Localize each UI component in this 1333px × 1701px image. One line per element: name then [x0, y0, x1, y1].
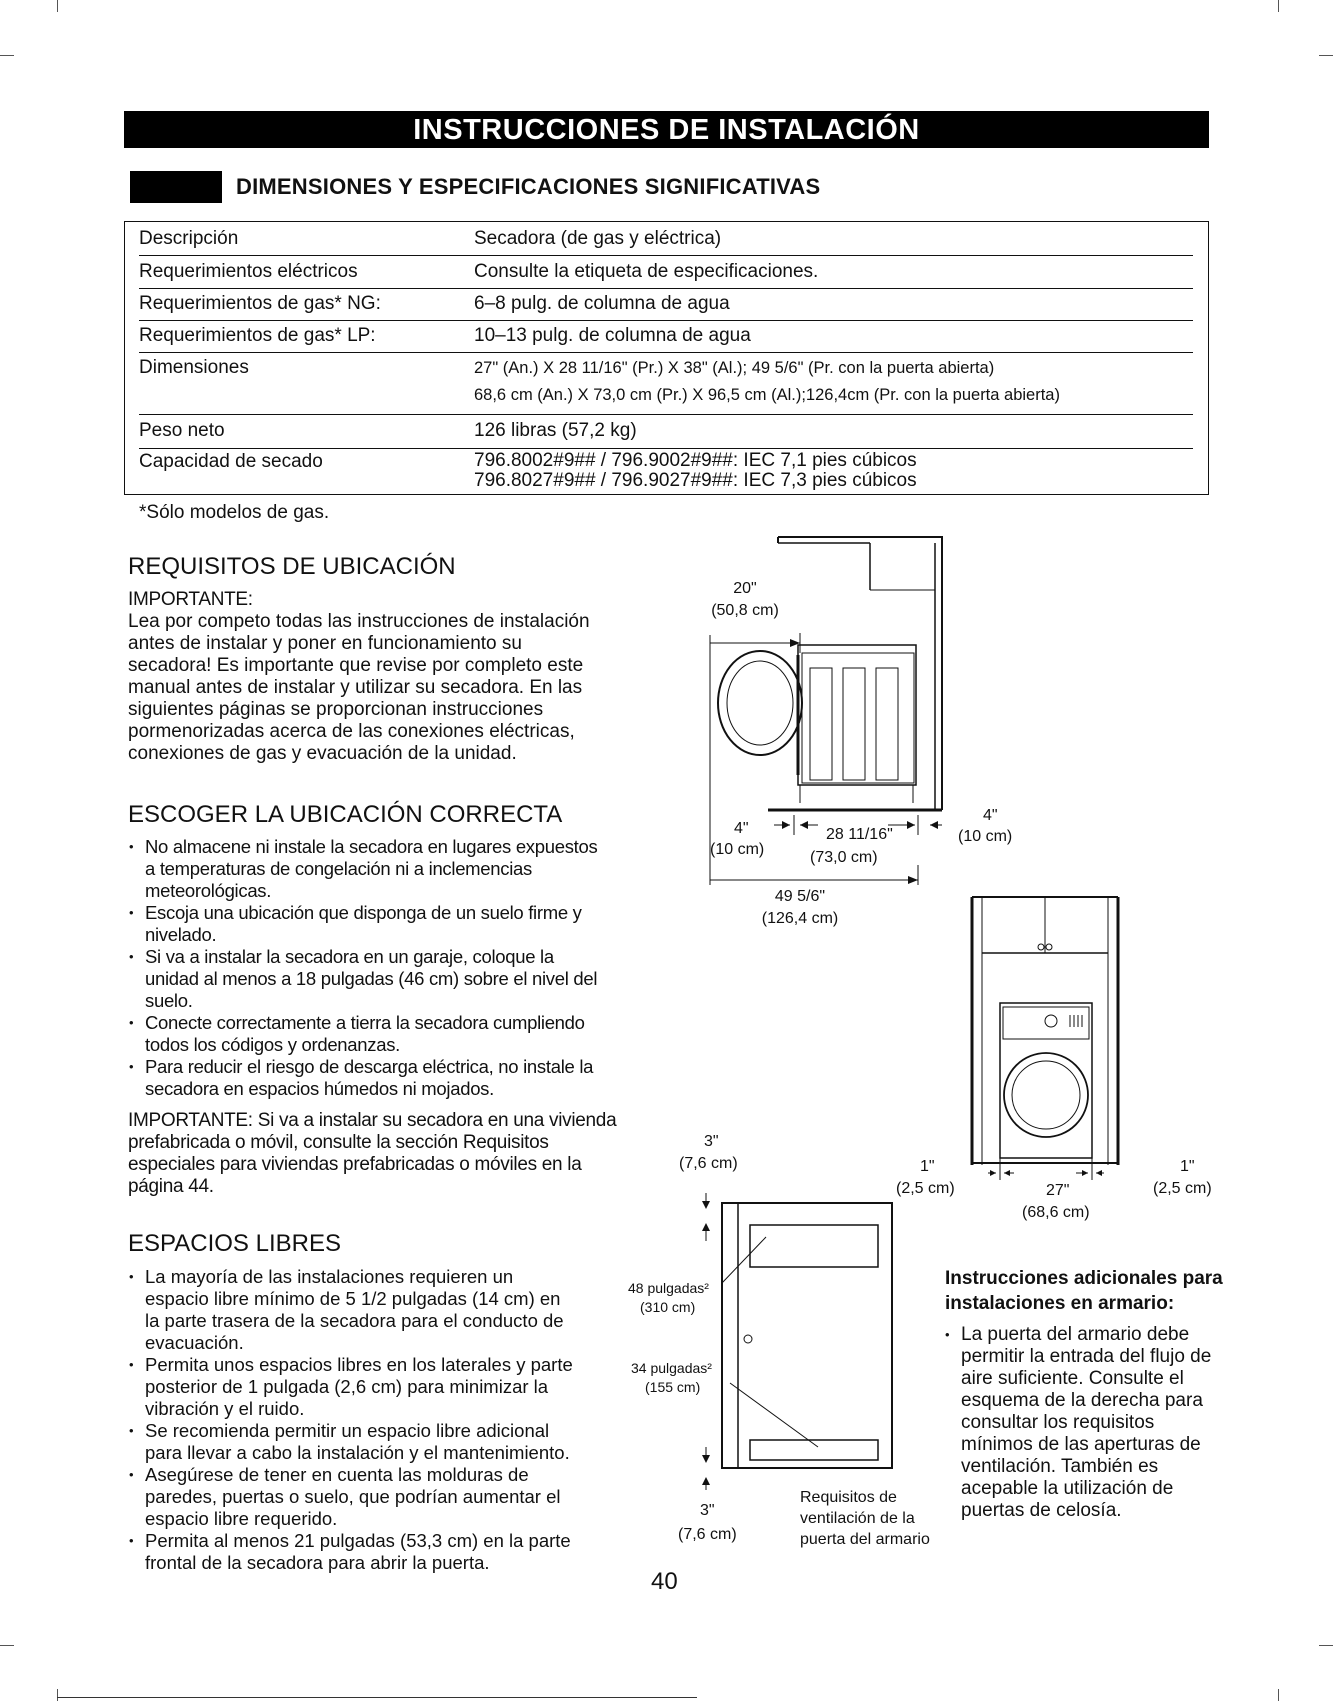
- row-label: Requerimientos de gas* NG:: [139, 293, 381, 314]
- text-line: siguientes páginas se proporcionan instrucciones: [128, 699, 544, 720]
- dim-door-bottom-cm: (7,6 cm): [678, 1526, 737, 1543]
- row-label: Descripción: [139, 228, 239, 249]
- espacios-list: [125, 1266, 645, 1574]
- crop-mark: [57, 1689, 58, 1701]
- dim-left-in: 4": [734, 820, 749, 837]
- table-row: [139, 357, 1193, 415]
- text-line: Lea por competo todas las instrucciones de instalación: [128, 611, 590, 632]
- dim-left-cm: (10 cm): [710, 841, 765, 858]
- closet-notes-list: [941, 1324, 1241, 1522]
- list-item: • La puerta del armario debe permitir la entrada del flujo de aire suficiente. Consulte el esquema de la derecha para consultar los requisitos mínimos de las aperturas de ventilación. También es acepable la utilización de puertas de celosía.: [941, 1324, 1241, 1522]
- dim-total-cm: (126,4 cm): [761, 910, 839, 927]
- crop-mark: [0, 1645, 14, 1646]
- table-row: [139, 261, 1193, 289]
- row-value: Secadora (de gas y eléctrica): [474, 228, 722, 249]
- dim-front-right-in: 1": [1180, 1158, 1195, 1175]
- table-row: [139, 325, 1193, 353]
- section-title: DIMENSIONES Y ESPECIFICACIONES SIGNIFICATIVAS: [236, 174, 821, 199]
- table-row: [139, 420, 1193, 449]
- dim-front-width-cm: (68,6 cm): [1022, 1204, 1090, 1221]
- list-item: • Permita al menos 21 pulgadas (53,3 cm) en la parte frontal de la secadora para abrir la puerta.: [125, 1530, 645, 1574]
- section-marker: [130, 171, 222, 203]
- row-label: Dimensiones: [139, 357, 249, 378]
- list-item: • Se recomienda permitir un espacio libre adicional para llevar a cabo la instalación y el mantenimiento.: [125, 1420, 645, 1464]
- table-row: [139, 228, 1193, 256]
- dim-door-top-in: 3": [704, 1133, 719, 1150]
- row-value: 796.8027#9## / 796.9027#9##: IEC 7,3 pies cúbicos: [474, 470, 917, 491]
- upper-vent-area-cm: (310 cm): [640, 1299, 696, 1315]
- list-item: • Escoja una ubicación que disponga de un suelo firme y nivelado.: [125, 902, 665, 946]
- heading-espacios: ESPACIOS LIBRES: [128, 1230, 341, 1257]
- row-label: Capacidad de secado: [139, 451, 323, 472]
- list-item: • No almacene ni instale la secadora en lugares expuestos a temperaturas de congelación ni a inclemencias meteorológicas.: [125, 836, 665, 902]
- bottom-rule: [57, 1697, 697, 1698]
- row-value: 796.8002#9## / 796.9002#9##: IEC 7,1 pies cúbicos: [474, 450, 917, 471]
- page-number: 40: [651, 1568, 678, 1595]
- closet-notes-heading: Instrucciones adicionales para instalaciones en armario:: [945, 1268, 1223, 1314]
- escoger-list: [125, 836, 665, 1100]
- dim-front-left-cm: (2,5 cm): [896, 1180, 955, 1197]
- text-line: conexiones de gas y evacuación de la unidad.: [128, 743, 517, 764]
- crop-mark: [1278, 0, 1279, 12]
- row-value: 27" (An.) X 28 11/16" (Pr.) X 38" (Al.); 49 5/6" (Pr. con la puerta abierta): [474, 359, 995, 377]
- crop-mark: [1319, 55, 1333, 56]
- crop-mark: [0, 55, 14, 56]
- table-row: [139, 293, 1193, 321]
- dim-top-cm: (50,8 cm): [711, 602, 779, 619]
- text-line: manual antes de instalar y utilizar su secadora. En las: [128, 677, 583, 698]
- table-row: [139, 451, 1193, 491]
- row-value: 126 libras (57,2 kg): [474, 420, 637, 441]
- list-item: • Si va a instalar la secadora en un garaje, coloque la unidad al menos a 18 pulgadas (46 cm) sobre el nivel del suelo.: [125, 946, 665, 1012]
- lower-vent-area-cm: (155 cm): [645, 1379, 701, 1395]
- list-item: • Para reducir el riesgo de descarga eléctrica, no instale la secadora en espacios húmedos ni mojados.: [125, 1056, 665, 1100]
- crop-mark: [1319, 1645, 1333, 1646]
- front-closet-diagram: [960, 895, 1140, 1180]
- ubicacion-text: [128, 589, 648, 765]
- upper-vent-area: 48 pulgadas²: [628, 1280, 709, 1296]
- row-value: Consulte la etiqueta de especificaciones.: [474, 261, 819, 282]
- text-line: pormenorizadas acerca de las conexiones eléctricas,: [128, 721, 575, 742]
- text-line: antes de instalar y poner en funcionamiento su: [128, 633, 522, 654]
- row-label: Requerimientos de gas* LP:: [139, 325, 376, 346]
- row-label: Requerimientos eléctricos: [139, 261, 358, 282]
- dim-front-width-in: 27": [1046, 1182, 1070, 1199]
- text-line: secadora! Es importante que revise por completo este: [128, 655, 584, 676]
- list-item: • Asegúrese de tener en cuenta las molduras de paredes, puertas o suelo, que podrían aumentar el espacio libre requerido.: [125, 1464, 645, 1530]
- row-value: 6–8 pulg. de columna de agua: [474, 293, 730, 314]
- crop-mark: [1278, 1689, 1279, 1701]
- list-item: • La mayoría de las instalaciones requieren un espacio libre mínimo de 5 1/2 pulgadas (14 cm) en la parte trasera de la secadora para el conducto de evacuación.: [125, 1266, 645, 1354]
- section-header: [130, 171, 820, 203]
- dim-door-bottom-in: 3": [700, 1502, 715, 1519]
- dim-door-top-cm: (7,6 cm): [679, 1155, 738, 1172]
- row-value: 68,6 cm (An.) X 73,0 cm (Pr.) X 96,5 cm (Al.);126,4cm (Pr. con la puerta abierta): [474, 386, 1060, 404]
- dim-depth-cm: (73,0 cm): [810, 849, 878, 866]
- dim-front-right-cm: (2,5 cm): [1153, 1180, 1212, 1197]
- dim-depth-in: 28 11/16": [826, 826, 893, 843]
- lower-vent-area: 34 pulgadas²: [631, 1360, 712, 1376]
- row-label: Peso neto: [139, 420, 225, 441]
- crop-mark: [57, 0, 58, 12]
- importante-note: IMPORTANTE: Si va a instalar su secadora en una vivienda prefabricada o móvil, consulte la sección Requisitos especiales para viviendas prefabricadas o móviles en la página 44.: [128, 1110, 617, 1197]
- dim-top-in: 20": [733, 580, 757, 597]
- heading-escoger: ESCOGER LA UBICACIÓN CORRECTA: [128, 801, 563, 828]
- dim-right-in: 4": [983, 807, 998, 824]
- dim-total-in: 49 5/6": [774, 888, 826, 905]
- spec-table: [124, 221, 1209, 495]
- list-item: • Permita unos espacios libres en los laterales y parte posterior de 1 pulgada (2,6 cm) para minimizar la vibración y el ruido.: [125, 1354, 645, 1420]
- page-banner: INSTRUCCIONES DE INSTALACIÓN: [124, 111, 1209, 148]
- door-vent-diagram: [690, 1185, 900, 1490]
- dim-right-cm: (10 cm): [958, 828, 1013, 845]
- row-value: 10–13 pulg. de columna de agua: [474, 325, 751, 346]
- importante-label: IMPORTANTE:: [128, 589, 253, 610]
- list-item: • Conecte correctamente a tierra la secadora cumpliendo todos los códigos y ordenanzas.: [125, 1012, 665, 1056]
- table-footnote: *Sólo modelos de gas.: [139, 502, 330, 523]
- dim-front-left-in: 1": [920, 1158, 935, 1175]
- heading-ubicacion: REQUISITOS DE UBICACIÓN: [128, 553, 456, 580]
- door-diagram-caption: Requisitos de ventilación de la puerta del armario: [800, 1489, 930, 1548]
